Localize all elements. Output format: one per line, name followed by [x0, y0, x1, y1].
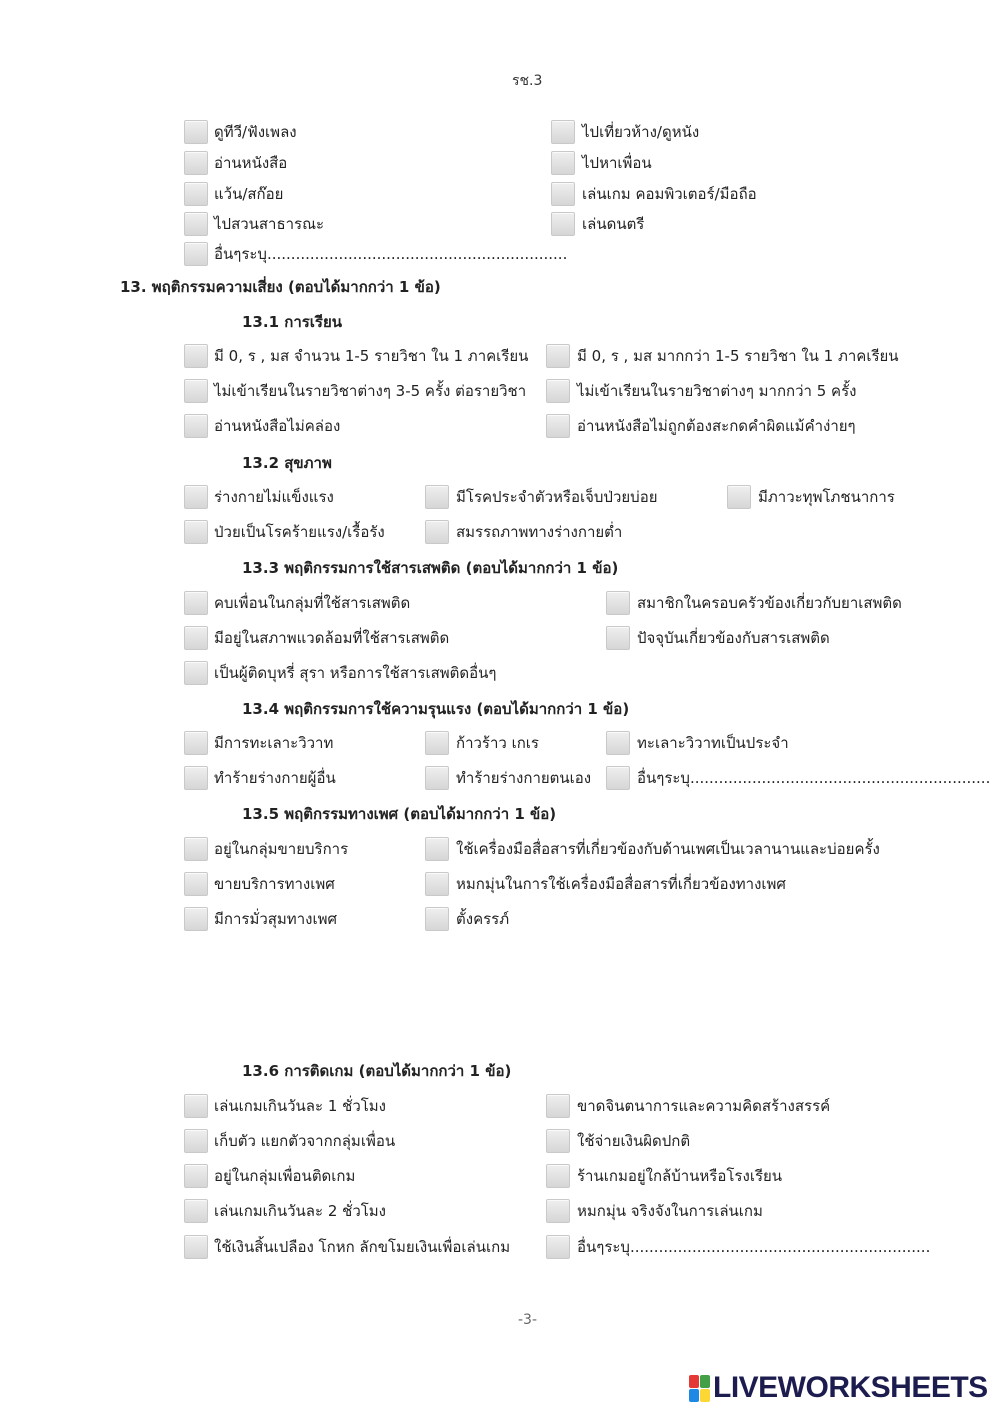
option-label: ตั้งครรภ์ — [456, 910, 510, 928]
checkbox-13-4-a[interactable] — [184, 731, 208, 755]
checkbox-13-5-c[interactable] — [184, 907, 208, 931]
logo-blocks-icon — [689, 1375, 709, 1401]
option-other-label: อื่นๆระบุ............................................................... — [637, 769, 991, 787]
section-13-3-title: 13.3 พฤติกรรมการใช้สารเสพติด (ตอบได้มากกว่า 1 ข้อ) — [242, 559, 619, 577]
option-label: เล่นเกมเกินวันละ 1 ชั่วโมง — [214, 1097, 387, 1115]
checkbox-13-5-e[interactable] — [425, 872, 449, 896]
checkbox-13-6-d[interactable] — [184, 1199, 208, 1223]
checkbox-13-6-h[interactable] — [546, 1164, 570, 1188]
checkbox-13-6-i[interactable] — [546, 1199, 570, 1223]
checkbox-13-5-a[interactable] — [184, 837, 208, 861]
section-13-4-title: 13.4 พฤติกรรมการใช้ความรุนแรง (ตอบได้มากกว่า 1 ข้อ) — [242, 700, 630, 718]
option-label: มี 0, ร , มส มากกว่า 1-5 รายวิชา ใน 1 ภาคเรียน — [577, 347, 899, 365]
checkbox-13-1-b[interactable] — [184, 379, 208, 403]
checkbox-13-6-g[interactable] — [546, 1129, 570, 1153]
option-label: หมกมุ่นในการใช้เครื่องมือสื่อสารที่เกี่ยวข้องทางเพศ — [456, 875, 786, 893]
checkbox-13-4-b[interactable] — [184, 766, 208, 790]
checkbox-13-6-c[interactable] — [184, 1164, 208, 1188]
checkbox-hobby-other[interactable] — [184, 242, 208, 266]
hobby-label: เล่นดนตรี — [582, 215, 645, 233]
option-label: มีโรคประจำตัวหรือเจ็บป่วยบ่อย — [456, 488, 658, 506]
checkbox-hobby-2[interactable] — [184, 151, 208, 175]
option-label: มีการมั่วสุมทางเพศ — [214, 910, 337, 928]
option-label: ทำร้ายร่างกายตนเอง — [456, 769, 592, 787]
checkbox-13-5-f[interactable] — [425, 907, 449, 931]
checkbox-13-4-d[interactable] — [425, 766, 449, 790]
option-label: มี 0, ร , มส จำนวน 1-5 รายวิชา ใน 1 ภาคเรียน — [214, 347, 529, 365]
option-label: ก้าวร้าว เกเร — [456, 734, 539, 752]
option-label: ใช้เครื่องมือสื่อสารที่เกี่ยวข้องกับด้านเพศเป็นเวลานานและบ่อยครั้ง — [456, 840, 880, 858]
checkbox-13-1-e[interactable] — [546, 379, 570, 403]
page-code: รช.3 — [512, 73, 543, 89]
brand-name: LIVEWORKSHEETS — [713, 1371, 988, 1404]
hobby-label: แว้น/สก๊อย — [214, 185, 284, 203]
option-label: เล่นเกมเกินวันละ 2 ชั่วโมง — [214, 1202, 387, 1220]
checkbox-13-3-e[interactable] — [606, 626, 630, 650]
checkbox-13-6-other[interactable] — [546, 1235, 570, 1259]
section-13-6-title: 13.6 การติดเกม (ตอบได้มากกว่า 1 ข้อ) — [242, 1062, 512, 1080]
option-label: หมกมุ่น จริงจังในการเล่นเกม — [577, 1202, 763, 1220]
option-label: มีการทะเลาะวิวาท — [214, 734, 334, 752]
option-label: ไม่เข้าเรียนในรายวิชาต่างๆ 3-5 ครั้ง ต่อรายวิชา — [214, 382, 527, 400]
checkbox-13-4-other[interactable] — [606, 766, 630, 790]
checkbox-13-1-f[interactable] — [546, 414, 570, 438]
checkbox-13-5-d[interactable] — [425, 837, 449, 861]
checkbox-13-1-d[interactable] — [546, 344, 570, 368]
option-label: ใช้จ่ายเงินผิดปกติ — [577, 1132, 691, 1150]
option-label: คบเพื่อนในกลุ่มที่ใช้สารเสพติด — [214, 594, 411, 612]
option-label: ร่างกายไม่แข็งแรง — [214, 488, 334, 506]
option-label: สมาชิกในครอบครัวข้องเกี่ยวกับยาเสพติด — [637, 594, 902, 612]
section-13-5-title: 13.5 พฤติกรรมทางเพศ (ตอบได้มากกว่า 1 ข้อ) — [242, 805, 557, 823]
option-label: มีภาวะทุพโภชนาการ — [758, 488, 895, 506]
option-label: อ่านหนังสือไม่ถูกต้องสะกดคำผิดแม้คำง่ายๆ — [577, 417, 856, 435]
checkbox-13-3-a[interactable] — [184, 591, 208, 615]
checkbox-13-1-a[interactable] — [184, 344, 208, 368]
hobby-label: ดูทีวี/ฟังเพลง — [214, 123, 297, 141]
section-13-2-title: 13.2 สุขภาพ — [242, 454, 332, 472]
checkbox-13-6-e[interactable] — [184, 1235, 208, 1259]
checkbox-13-6-f[interactable] — [546, 1094, 570, 1118]
option-label: เป็นผู้ติดบุหรี่ สุรา หรือการใช้สารเสพติดอื่นๆ — [214, 664, 497, 682]
checkbox-13-2-b[interactable] — [184, 520, 208, 544]
option-label: ปัจจุบันเกี่ยวข้องกับสารเสพติด — [637, 629, 830, 647]
checkbox-hobby-8[interactable] — [551, 212, 575, 236]
checkbox-hobby-3[interactable] — [184, 182, 208, 206]
option-label: ขายบริการทางเพศ — [214, 875, 335, 893]
checkbox-13-2-a[interactable] — [184, 485, 208, 509]
liveworksheets-logo — [689, 1372, 988, 1404]
option-label: มีอยู่ในสภาพแวดล้อมที่ใช้สารเสพติด — [214, 629, 450, 647]
checkbox-hobby-7[interactable] — [551, 182, 575, 206]
option-label: ใช้เงินสิ้นเปลือง โกหก ลักขโมยเงินเพื่อเล่นเกม — [214, 1238, 511, 1256]
option-label: อ่านหนังสือไม่คล่อง — [214, 417, 341, 435]
option-label: ทะเลาะวิวาทเป็นประจำ — [637, 734, 789, 752]
checkbox-13-6-a[interactable] — [184, 1094, 208, 1118]
checkbox-13-5-b[interactable] — [184, 872, 208, 896]
checkbox-13-2-e[interactable] — [727, 485, 751, 509]
option-label: อยู่ในกลุ่มเพื่อนติดเกม — [214, 1167, 356, 1185]
checkbox-13-4-c[interactable] — [425, 731, 449, 755]
option-label: ร้านเกมอยู่ใกล้บ้านหรือโรงเรียน — [577, 1167, 783, 1185]
option-label: ขาดจินตนาการและความคิดสร้างสรรค์ — [577, 1097, 831, 1115]
option-label: เก็บตัว แยกตัวจากกลุ่มเพื่อน — [214, 1132, 396, 1150]
checkbox-hobby-1[interactable] — [184, 120, 208, 144]
checkbox-13-3-b[interactable] — [184, 626, 208, 650]
checkbox-hobby-4[interactable] — [184, 212, 208, 236]
hobby-label: ไปหาเพื่อน — [582, 154, 652, 172]
checkbox-13-6-b[interactable] — [184, 1129, 208, 1153]
checkbox-13-2-c[interactable] — [425, 485, 449, 509]
checkbox-13-3-c[interactable] — [184, 661, 208, 685]
hobby-label: อ่านหนังสือ — [214, 154, 288, 172]
question-13-title: 13. พฤติกรรมความเสี่ยง (ตอบได้มากกว่า 1 ข้อ) — [120, 278, 441, 296]
hobby-other-label: อื่นๆระบุ............................................................... — [214, 245, 568, 263]
option-other-label: อื่นๆระบุ............................................................... — [577, 1238, 931, 1256]
option-label: ไม่เข้าเรียนในรายวิชาต่างๆ มากกว่า 5 ครั้ง — [577, 382, 857, 400]
hobby-label: ไปสวนสาธารณะ — [214, 215, 325, 233]
checkbox-13-1-c[interactable] — [184, 414, 208, 438]
option-label: ป่วยเป็นโรคร้ายแรง/เรื้อรัง — [214, 523, 385, 541]
option-label: สมรรถภาพทางร่างกายต่ำ — [456, 523, 623, 541]
checkbox-hobby-5[interactable] — [551, 120, 575, 144]
hobby-label: ไปเที่ยวห้าง/ดูหนัง — [582, 123, 700, 141]
option-label: ทำร้ายร่างกายผู้อื่น — [214, 769, 336, 787]
checkbox-13-3-d[interactable] — [606, 591, 630, 615]
checkbox-hobby-6[interactable] — [551, 151, 575, 175]
checkbox-13-4-e[interactable] — [606, 731, 630, 755]
checkbox-13-2-d[interactable] — [425, 520, 449, 544]
page-number: -3- — [518, 1312, 538, 1328]
option-label: อยู่ในกลุ่มขายบริการ — [214, 840, 349, 858]
section-13-1-title: 13.1 การเรียน — [242, 313, 343, 331]
hobby-label: เล่นเกม คอมพิวเตอร์/มือถือ — [582, 185, 757, 203]
